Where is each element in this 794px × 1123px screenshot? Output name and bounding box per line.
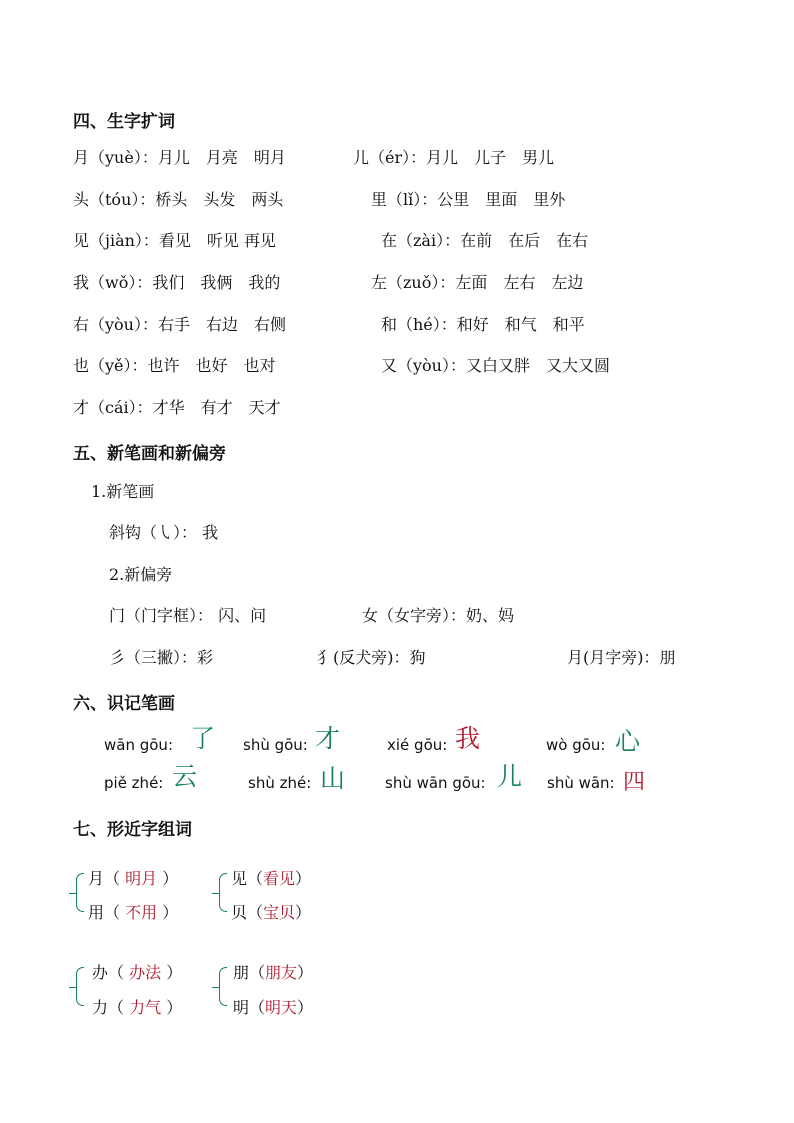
brace-icon — [219, 967, 227, 1006]
similar-char-pair: 见（看见） — [231, 869, 312, 888]
answer-word: 看见 — [263, 869, 296, 888]
radical-item: 犭(反犬旁)：狗 — [317, 648, 426, 667]
similar-char-pair: 办（ 办法 ） — [92, 963, 183, 982]
similar-char-pair: 朋（朋友） — [233, 963, 314, 982]
word-row-left: 月（yuè）：月儿 月亮 明月 — [73, 148, 286, 167]
similar-char-pair: 力（ 力气 ） — [92, 998, 183, 1017]
stroke-example-char: 四 — [623, 770, 646, 795]
answer-word: 明天 — [265, 998, 298, 1017]
section-title-5: 五、新笔画和新偏旁 — [73, 444, 226, 464]
stroke-line: 斜钩（㇂）： 我 — [109, 523, 219, 542]
subheading-new-radicals: 2.新偏旁 — [109, 565, 173, 584]
similar-char-pair: 用（ 不用 ） — [88, 903, 179, 922]
stroke-example-char: 山 — [320, 764, 346, 793]
answer-word: 宝贝 — [263, 903, 296, 922]
word-row-left: 我（wǒ）：我们 我俩 我的 — [73, 273, 281, 292]
similar-char-pair: 贝（宝贝） — [231, 903, 312, 922]
stroke-example-char: 心 — [615, 727, 641, 756]
similar-char-pair: 明（明天） — [233, 998, 314, 1017]
word-row-left: 头（tóu）：桥头 头发 两头 — [73, 190, 284, 209]
stroke-pinyin: wān gōu: — [104, 736, 173, 754]
answer-word: 朋友 — [265, 963, 298, 982]
stroke-example-char: 才 — [315, 724, 341, 753]
answer-word: 力气 — [129, 998, 162, 1017]
char: 用 — [88, 903, 105, 922]
char: 贝 — [231, 903, 248, 922]
radical-item: 女（女字旁）：奶、妈 — [362, 606, 515, 625]
stroke-pinyin: xié gōu: — [387, 736, 448, 754]
stroke-example-char: 儿 — [497, 762, 523, 791]
word-row-right: 儿（ér）：月儿 儿子 男儿 — [353, 148, 555, 167]
section-title-7: 七、形近字组词 — [73, 820, 192, 840]
stroke-example-char: 我 — [455, 724, 481, 753]
answer-word: 明月 — [125, 869, 158, 888]
char: 见 — [231, 869, 248, 888]
answer-word: 不用 — [125, 903, 158, 922]
stroke-pinyin: shù wān: — [547, 774, 615, 792]
char: 力 — [92, 998, 109, 1017]
radical-item: 门（门字框）： 闪、问 — [109, 606, 267, 625]
brace-icon — [219, 873, 227, 912]
stroke-pinyin: shù gōu: — [243, 736, 308, 754]
brace-icon — [76, 873, 84, 912]
word-row-left: 才（cái）：才华 有才 天才 — [73, 398, 281, 417]
radical-item: 彡（三撇）：彩 — [109, 648, 214, 667]
subheading-new-strokes: 1.新笔画 — [91, 482, 155, 501]
word-row-right: 在（zài）：在前 在后 在右 — [381, 231, 589, 250]
stroke-example-char: 云 — [172, 762, 198, 791]
brace-icon — [76, 967, 84, 1006]
char: 办 — [92, 963, 109, 982]
stroke-pinyin: wò gōu: — [546, 736, 606, 754]
word-row-right: 左（zuǒ）：左面 左右 左边 — [371, 273, 584, 292]
section-title-4: 四、生字扩词 — [73, 112, 175, 132]
stroke-example-char: 了 — [190, 724, 216, 753]
stroke-pinyin: shù wān gōu: — [385, 774, 486, 792]
section-title-6: 六、识记笔画 — [73, 694, 175, 714]
word-row-left: 见（jiàn）：看见 听见 再见 — [73, 231, 277, 250]
char: 朋 — [233, 963, 250, 982]
word-row-left: 也（yě）：也许 也好 也对 — [73, 356, 276, 375]
char: 月 — [88, 869, 105, 888]
word-row-right: 和（hé）：和好 和气 和平 — [381, 315, 585, 334]
char: 明 — [233, 998, 250, 1017]
answer-word: 办法 — [129, 963, 162, 982]
stroke-pinyin: piě zhé: — [104, 774, 164, 792]
radical-item: 月(月字旁)：朋 — [567, 648, 676, 667]
word-row-left: 右（yòu）：右手 右边 右侧 — [73, 315, 286, 334]
similar-char-pair: 月（ 明月 ） — [88, 869, 179, 888]
word-row-right: 又（yòu）：又白又胖 又大又圆 — [381, 356, 610, 375]
word-row-right: 里（lǐ）：公里 里面 里外 — [371, 190, 566, 209]
stroke-pinyin: shù zhé: — [248, 774, 312, 792]
